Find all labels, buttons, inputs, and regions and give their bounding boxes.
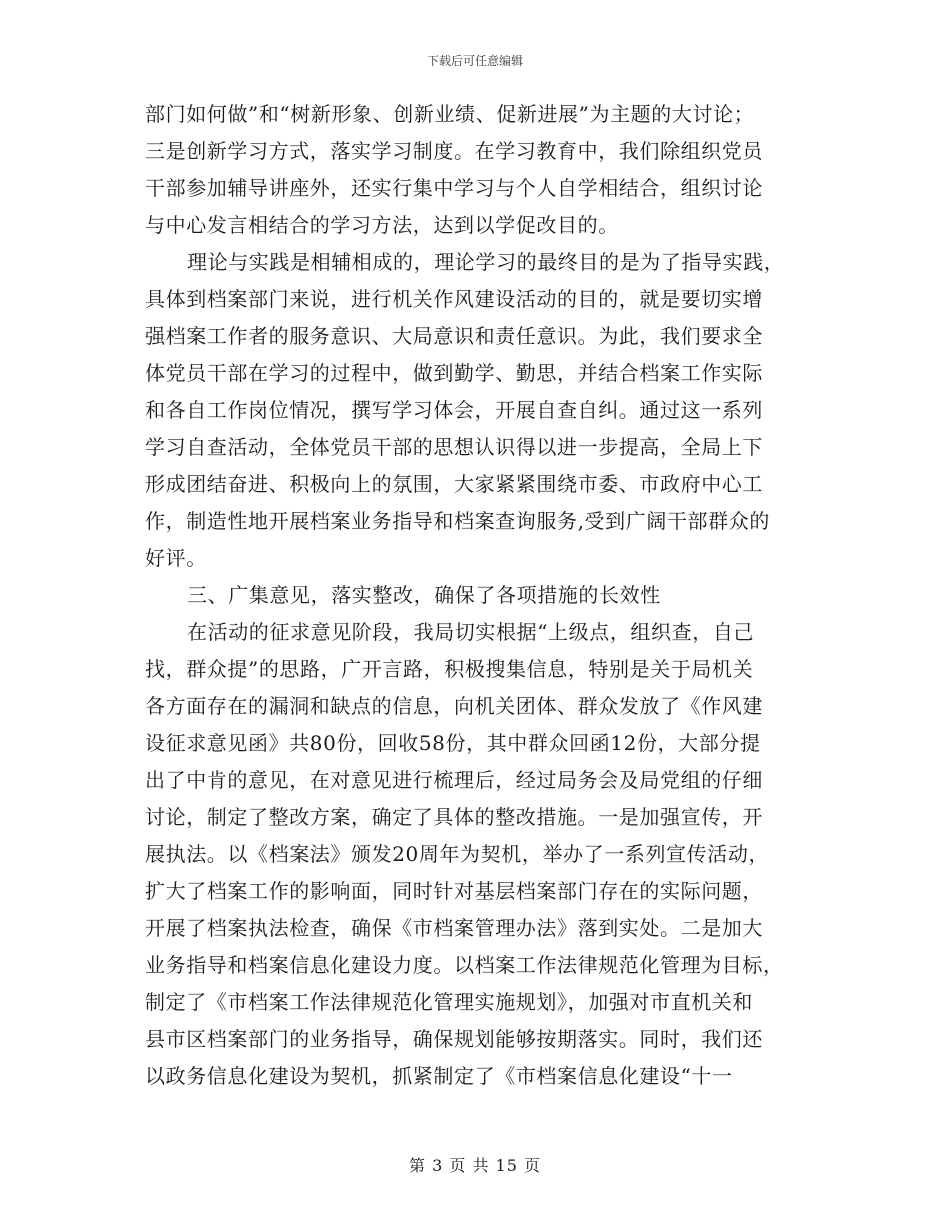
paragraph-start-line: 理论与实践是相辅相成的，理论学习的最终目的是为了指导实践， (187, 250, 785, 274)
text-line: 好评。 (145, 546, 207, 570)
text-line: 设征求意见函》共80份，回收58份，其中群众回函12份，大部分提 (145, 731, 761, 755)
text-line: 三是创新学习方式，落实学习制度。在学习教育中，我们除组织党员 (145, 139, 763, 163)
text-line: 与中心发言相结合的学习方法，达到以学促改目的。 (145, 213, 619, 237)
text-line: 作，制造性地开展档案业务指导和档案查询服务,受到广阔干部群众的 (145, 509, 770, 533)
text-line: 干部参加辅导讲座外，还实行集中学习与个人自学相结合，组织讨论 (145, 176, 763, 200)
text-line: 各方面存在的漏洞和缺点的信息，向机关团体、群众发放了《作风建 (145, 694, 763, 718)
text-line: 出了中肯的意见，在对意见进行梳理后，经过局务会及局党组的仔细 (145, 768, 763, 792)
section-heading: 三、广集意见，落实整改，确保了各项措施的长效性 (187, 583, 661, 607)
text-line: 部门如何做”和“树新形象、创新业绩、促新进展”为主题的大讨论； (145, 102, 755, 126)
text-line: 学习自查活动，全体党员干部的思想认识得以进一步提高，全局上下 (145, 435, 763, 459)
text-line: 县市区档案部门的业务指导，确保规划能够按期落实。同时，我们还 (145, 1027, 763, 1051)
text-line: 讨论，制定了整改方案，确定了具体的整改措施。一是加强宣传，开 (145, 805, 763, 829)
text-line: 强档案工作者的服务意识、大局意识和责任意识。为此，我们要求全 (145, 324, 763, 348)
text-line: 以政务信息化建设为契机，抓紧制定了《市档案信息化建设“十一 (145, 1064, 733, 1088)
text-line: 业务指导和档案信息化建设力度。以档案工作法律规范化管理为目标， (145, 953, 784, 977)
paragraph-start-line: 在活动的征求意见阶段，我局切实根据“上级点，组织查，自己 (187, 620, 755, 644)
text-line: 扩大了档案工作的影响面，同时针对基层档案部门存在的实际问题， (145, 879, 763, 903)
document-body (145, 96, 805, 1095)
text-line: 形成团结奋进、积极向上的氛围，大家紧紧围绕市委、市政府中心工 (145, 472, 763, 496)
text-line: 开展了档案执法检查，确保《市档案管理办法》落到实处。二是加大 (145, 916, 763, 940)
text-line: 找，群众提”的思路，广开言路，积极搜集信息，特别是关于局机关 (145, 657, 754, 681)
text-line: 展执法。以《档案法》颁发20周年为契机，举办了一系列宣传活动， (145, 842, 770, 866)
text-line: 和各自工作岗位情况，撰写学习体会，开展自查自纠。通过这一系列 (145, 398, 763, 422)
text-line: 制定了《市档案工作法律规范化管理实施规划》，加强对市直机关和 (145, 990, 753, 1014)
page-header: 下载后可任意编辑 (426, 54, 523, 68)
text-line: 体党员干部在学习的过程中，做到勤学、勤思，并结合档案工作实际 (145, 361, 763, 385)
text-line: 具体到档案部门来说，进行机关作风建设活动的目的，就是要切实增 (145, 287, 763, 311)
page-number-footer: 第 3 页 共 15 页 (409, 1156, 541, 1175)
